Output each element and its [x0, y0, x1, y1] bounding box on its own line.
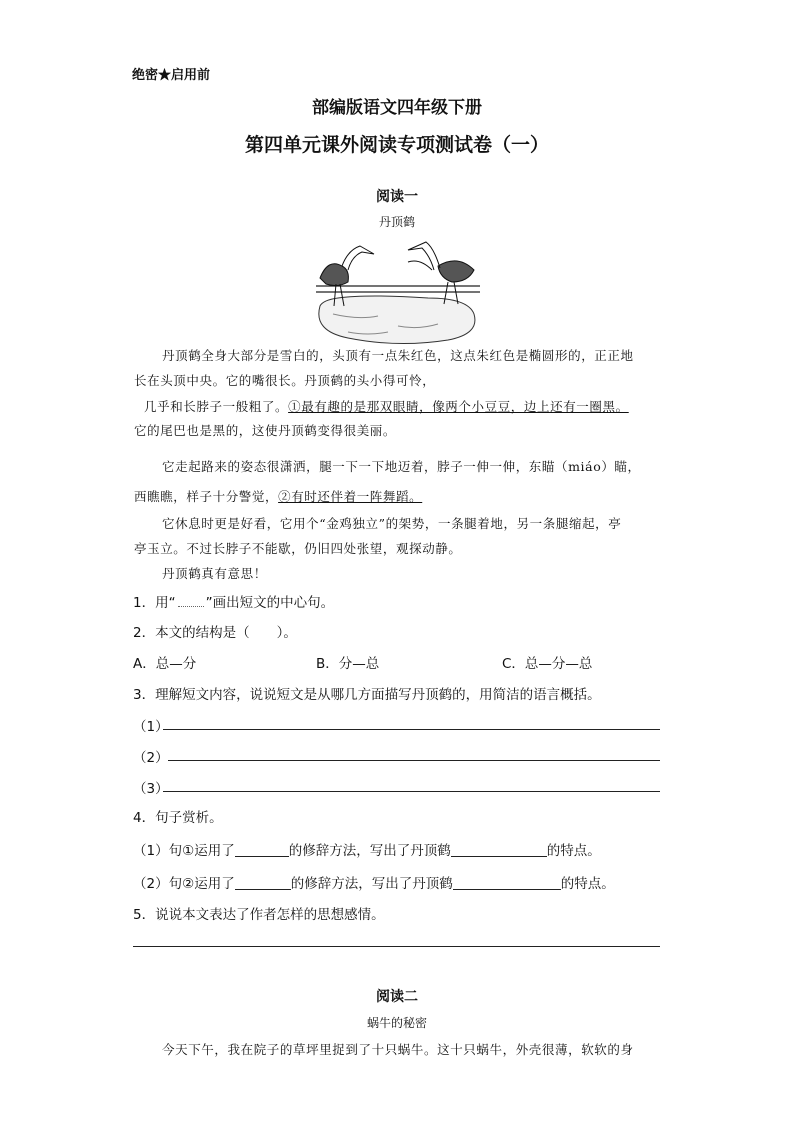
passage-line: 丹顶鹤全身大部分是雪白的，头顶有一点朱红色，这点朱红色是椭圆形的，正正地 [162, 348, 634, 363]
question-text: （1）句①运用了 [133, 843, 235, 859]
question-text: （2）句②运用了 [133, 876, 235, 892]
question-4-2 [133, 872, 615, 892]
fill-blank[interactable] [235, 844, 289, 857]
passage-line [144, 397, 629, 415]
reading2-heading: 阅读二 [376, 989, 418, 1005]
answer-label: （3） [133, 781, 169, 797]
answer-line[interactable] [163, 791, 660, 792]
answer-line[interactable] [133, 946, 660, 947]
question-text: 1．用“ [133, 595, 176, 611]
crane-illustration [308, 236, 488, 346]
question-1 [133, 591, 334, 611]
option-b: B．分—总 [316, 656, 380, 672]
question-text: 的修辞方法，写出了丹顶鹤 [288, 843, 451, 859]
reading1-heading: 阅读一 [376, 189, 418, 205]
fill-blank[interactable] [453, 877, 561, 890]
answer-line[interactable] [163, 729, 660, 730]
reading2-title: 蜗牛的秘密 [366, 1016, 427, 1030]
pond-shape [319, 296, 475, 344]
question-4-1 [133, 839, 601, 859]
question-text: ”画出短文的中心句。 [205, 595, 335, 611]
option-a: A．总—分 [133, 656, 197, 672]
underlined-sentence-1: ①最有趣的是那双眼睛，像两个小豆豆，边上还有一圈黑。 [288, 399, 629, 414]
passage-line: 它走起路来的姿态很潇洒，腿一下一下地迈着，脖子一伸一伸，东瞄（miáo）瞄， [162, 459, 641, 474]
passage-text: 几乎和长脖子一般粗了。 [144, 399, 289, 414]
passage-line: 丹顶鹤真有意思！ [162, 566, 267, 581]
passage-line: 它的尾巴也是黑的，这使丹顶鹤变得很美丽。 [134, 423, 397, 438]
crane-right-shape [408, 242, 474, 304]
question-text: 的修辞方法，写出了丹顶鹤 [290, 876, 453, 892]
passage-line: 长在头顶中央。它的嘴很长。丹顶鹤的头小得可怜， [134, 373, 436, 388]
document-subtitle: 第四单元课外阅读专项测试卷（一） [244, 134, 549, 156]
wavy-underline-mark [178, 600, 204, 607]
fill-blank[interactable] [235, 877, 291, 890]
passage-line: 亭玉立。不过长脖子不能歇，仍旧四处张望，观探动静。 [134, 541, 462, 556]
option-c: C．总—分—总 [502, 656, 593, 672]
underlined-sentence-2: ②有时还伴着一阵舞蹈。 [278, 489, 423, 504]
fill-blank[interactable] [451, 844, 547, 857]
answer-label: （1） [133, 719, 169, 735]
question-5: 5．说说本文表达了作者怎样的思想感情。 [133, 907, 385, 923]
question-3: 3．理解短文内容，说说短文是从哪几方面描写丹顶鹤的，用简洁的语言概括。 [133, 687, 601, 703]
question-text: 的特点。 [560, 876, 615, 892]
passage-line [134, 487, 422, 505]
document-title: 部编版语文四年级下册 [312, 98, 482, 118]
answer-line[interactable] [168, 760, 660, 761]
question-2: 2．本文的结构是（ ）。 [133, 625, 297, 641]
question-text: 的特点。 [546, 843, 601, 859]
passage-text: 西瞧瞧，样子十分警觉， [134, 489, 279, 504]
confidential-label: 绝密★启用前 [132, 68, 211, 83]
passage-line: 今天下午，我在院子的草坪里捉到了十只蜗牛。这十只蜗牛，外壳很薄，软软的身 [162, 1042, 634, 1057]
reading1-title: 丹顶鹤 [378, 215, 415, 229]
answer-label: （2） [133, 750, 169, 766]
question-4: 4．句子赏析。 [133, 810, 223, 826]
passage-line: 它休息时更是好看，它用个“金鸡独立”的架势，一条腿着地，另一条腿缩起，亭 [162, 516, 622, 531]
